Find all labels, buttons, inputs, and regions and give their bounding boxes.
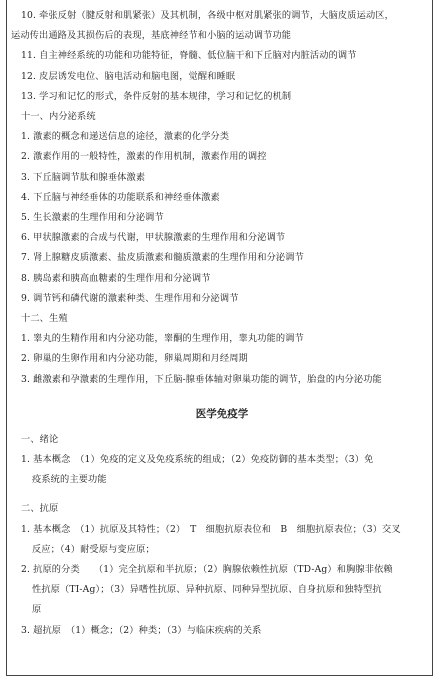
list-item-continuation: 反应；（4）耐受原与变应原；	[32, 543, 155, 555]
list-item: 6. 甲状腺激素的合成与代谢，甲状腺激素的生理作用和分泌调节	[21, 232, 286, 244]
list-item: 4. 下丘脑与神经垂体的功能联系和神经垂体激素	[21, 191, 220, 203]
list-item: 1. 睾丸的生精作用和内分泌功能，睾酮的生理作用，睾丸功能的调节	[21, 333, 304, 345]
list-item: 8. 胰岛素和胰高血糖素的生理作用和分泌调节	[21, 272, 211, 284]
text-line: 11. 自主神经系统的功能和功能特征，脊髓、低位脑干和下丘脑对内脏活动的调节	[21, 50, 357, 62]
text-line: 13. 学习和记忆的形式，条件反射的基本规律，学习和记忆的机制	[21, 90, 292, 102]
document-page	[6, 0, 433, 676]
list-item: 3. 下丘脑调节肽和腺垂体激素	[21, 171, 146, 183]
list-item: 3. 超抗原 （1）概念；（2）种类；（3）与临床疾病的关系	[21, 624, 262, 636]
section-heading: 一、绪论	[21, 433, 59, 445]
list-item: 7. 肾上腺糖皮质激素、盐皮质激素和髓质激素的生理作用和分泌调节	[21, 252, 304, 264]
page-content	[11, 6, 423, 641]
chapter-title: 医学免疫学	[195, 407, 249, 420]
text-line: 运动传出通路及其损伤后的表现，基底神经节和小脑的运动调节功能	[11, 30, 292, 42]
list-item: 1. 基本概念 （1）免疫的定义及免疫系统的组成；（2）免疫防御的基本类型；（3）免	[21, 454, 374, 466]
list-item: 2. 抗原的分类 （1）完全抗原和半抗原；（2）胸腺依赖性抗原（TD-Ag）和胸腺非依赖	[21, 564, 393, 576]
section-heading: 十二、生殖	[21, 313, 68, 325]
list-item: 2. 激素作用的一般特性，激素的作用机制，激素作用的调控	[21, 151, 267, 163]
list-item-continuation: 疫系统的主要功能	[32, 474, 107, 486]
text-line: 10. 牵张反射（腱反射和肌紧张）及其机制，各级中枢对肌紧张的调节，大脑皮质运动区，	[21, 10, 394, 21]
section-heading: 十一、内分泌系统	[21, 111, 96, 123]
list-item: 3. 雌激素和孕激素的生理作用，下丘脑-腺垂体轴对卵巢功能的调节，胎盘的内分泌功能	[21, 373, 382, 385]
section-heading: 二、抗原	[21, 503, 59, 515]
list-item: 9. 调节钙和磷代谢的激素种类、生理作用和分泌调节	[21, 292, 239, 304]
list-item: 1. 基本概念 （1）抗原及其特性；（2） T 细胞抗原表位和 B 细胞抗原表位；（3）交叉	[21, 523, 401, 535]
list-item-continuation: 性抗原（TI-Ag）；（3）异嗜性抗原、异种抗原、同种异型抗原、自身抗原和独特型抗	[32, 584, 382, 596]
list-item-continuation: 原	[32, 604, 42, 616]
list-item: 2. 卵巢的生卵作用和内分泌功能，卵巢周期和月经周期	[21, 353, 248, 365]
list-item: 1. 激素的概念和递送信息的途径，激素的化学分类	[21, 131, 230, 143]
list-item: 5. 生长激素的生理作用和分泌调节	[21, 212, 164, 224]
text-line: 12. 皮层诱发电位、脑电活动和脑电图，觉醒和睡眠	[21, 70, 236, 82]
